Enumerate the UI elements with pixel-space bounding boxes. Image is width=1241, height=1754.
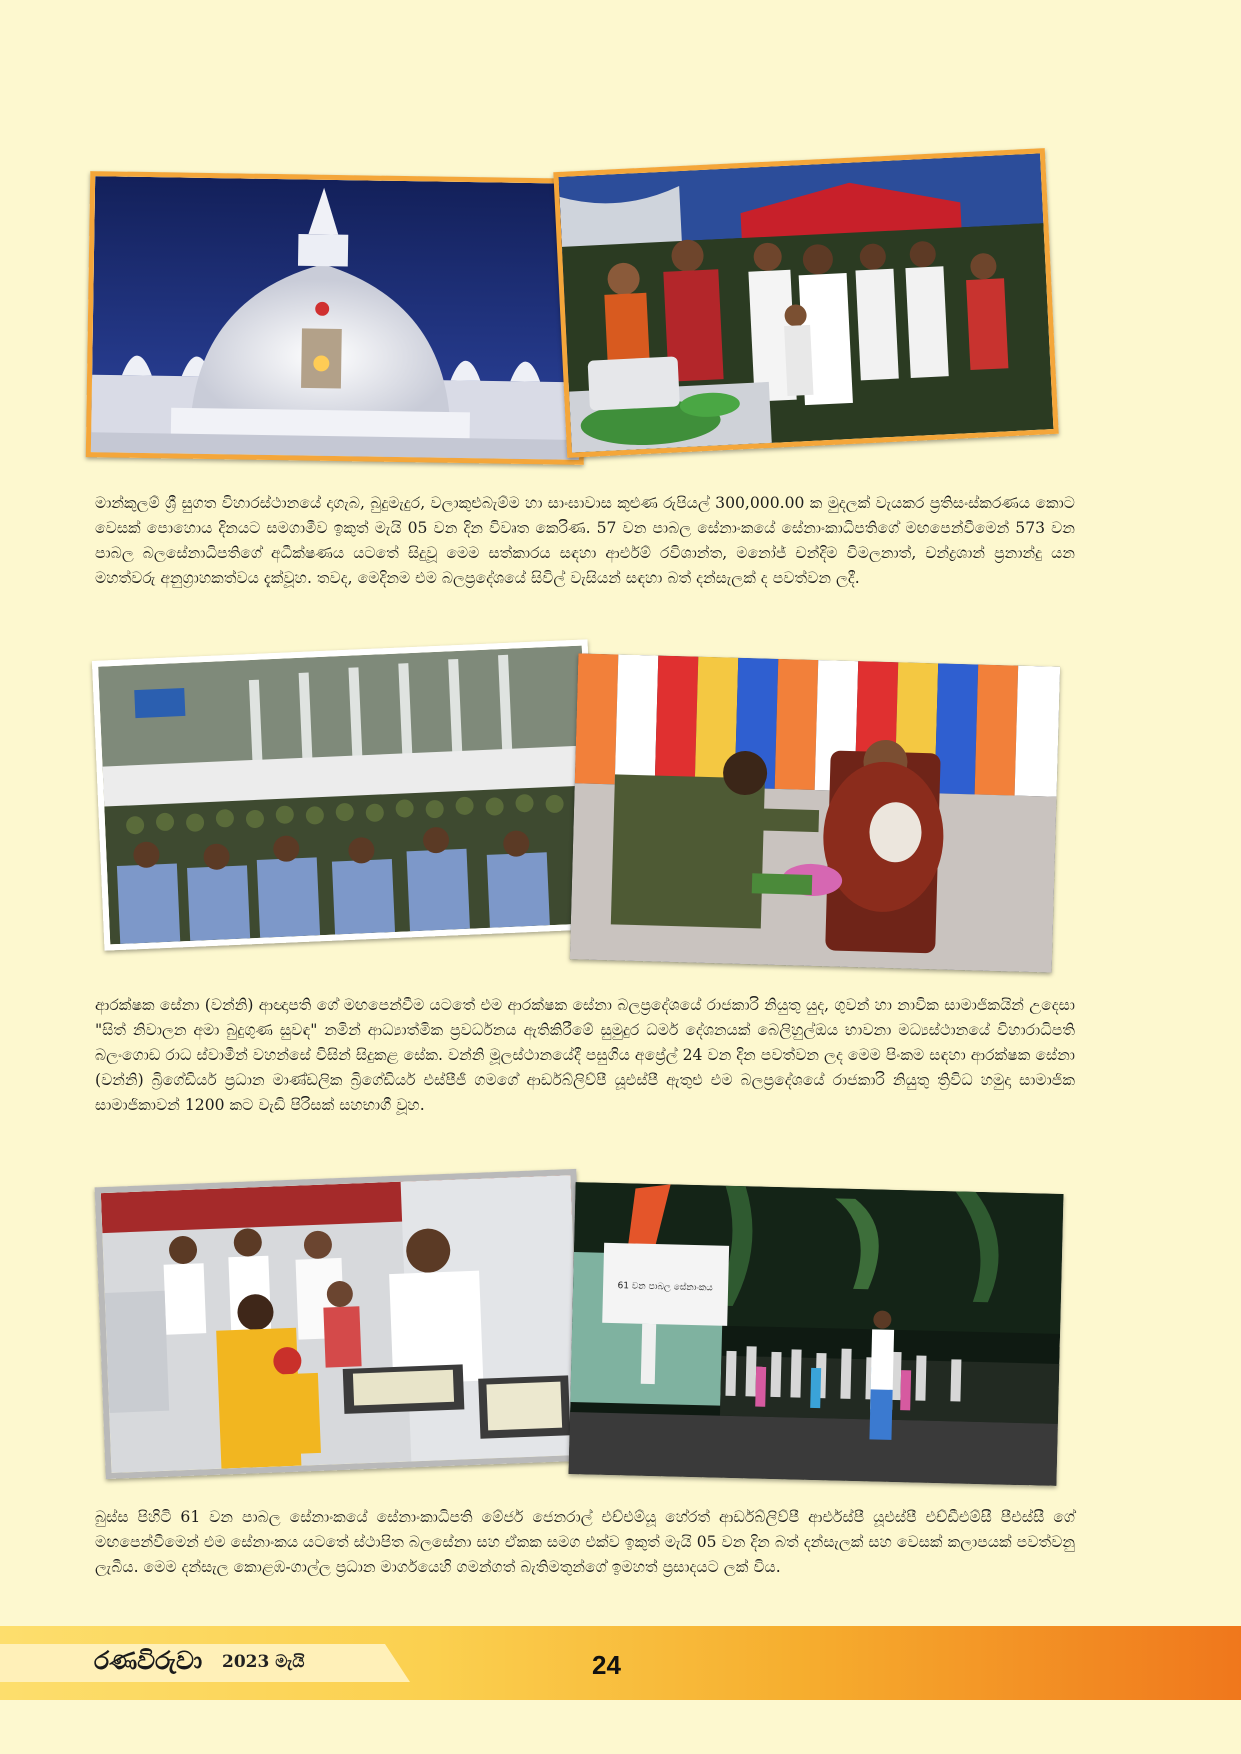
stupa-night-photo [86, 171, 588, 465]
magazine-logo: රණවිරුවා [94, 1646, 203, 1675]
gate-sign-text: 61 වන පාබල සේනාංකය [617, 1281, 713, 1294]
dana-serving-icon [559, 153, 1054, 452]
paragraph-wanni-dharma-sermon: ආරක්ෂක සේනා (වන්නි) ආඥාපති ගේ මඟපෙන්වීම යටතේ එම ආරක්ෂක සේනා බලප්‍රදේශයේ රාජකාරි නියුතු යුද, ගුවන් හා නාවික සාමාජිකයින් උදෙසා "සිත් නිවාලන අමා බුදුගුණ සුවඳ" නමින් ආධ්‍යාත්මික ප්‍රවර්ධනය ඇතිකිරීමේ සුමුදුර ධර්ම දේශනයක් බෙලිහුල්ඔය භාවනා මධ්‍යස්ථානයේ විහාරාධිපති බලංගොඩ රාධ ස්වාමීන් වහන්සේ විසින් සිදුකළ සේක. වන්නි මූලස්ථානයේදී පසුගිය අප්‍රේල් 24 වන දින පවත්වන ලද මෙම පිංකම සඳහා ආරක්ෂක සේනා (වන්නි) බ්‍රිගේඩියර් ප්‍රධාන මාණ්ඩලික බ්‍රිගේඩියර් එස්පීජී ගමගේ ආර්ඩබ්ලිව්පී යූඑස්පී ඇතුළු එම බලප්‍රදේශයේ රාජකාරි නියුතු ත්‍රිවිධ හමුදා සාමාජික සාමාජිකාවන් 1200 කට වැඩි පිරිසක් සහභාගී වූහ. [95, 996, 1075, 1114]
food-serving-photo [95, 1169, 588, 1479]
crowd-at-gate-icon [569, 1182, 1064, 1486]
paragraph-buss-dansala: බුස්ස පිහිටි 61 වන පාබල සේනාංකයේ සේනාංකාධිපති මේජර් ජෙනරාල් එච්එම්යූ හේරත් ආර්ඩබ්ලිව්පී ආර්එස්පී යූඑස්පී එච්ඩීඑම්සී පීඑස්සී ගේ මඟපෙන්වීමෙන් එම සේනාංකය යටතේ ස්ථාපිත බලසේනා සහ ඒකක සමග එක්ව ඉකුත් මැයි 05 වන දින බත් දන්සැලක් සහ වෙසක් කලාපයක් පවත්වනු ලැබීය. මෙම දන්සැල කොළඹ-ගාල්ල ප්‍රධාන මාර්ගයෙහි ගමන්ගත් බැතිමතුන්ගේ ඉමහත් ප්‍රසාදයට ලක් විය. [95, 1508, 1075, 1576]
dansala-serving-icon [101, 1175, 581, 1473]
paragraph-mankulam-vihara: මාන්කුලම් ශ්‍රී සුගත විහාරස්ථානයේ දාගැබ, බුදුමැදුර, වලාකුළුබැම්ම හා සාංඝාවාස කුළුණ රුපියල් 300,000.00 ක මුදලක් වැයකර ප්‍රතිසංස්කරණය කොට වෙසක් පොහොය දිනයට සමගාමීව ඉකුත් මැයි 05 වන දින විවෘත කෙරිණ. 57 වන පාබල සේනාංකයේ සේනාංකාධිපතිගේ මඟපෙන්වීමෙන් 573 වන පාබල බලසේනාධිපතිගේ අධීක්ෂණය යටතේ සිදුවූ මෙම සත්කාරය සඳහා ආර්එම් රවිශාන්ත, මනෝජ් චන්දිම විමලනාත්, චන්ද්‍රශාන් ප්‍රනාන්දු යන මහත්වරු අනුග්‍රාහකත්වය දැක්වූහ. තවද, මෙදිනම එම බලප්‍රදේශයේ සිවිල් වැසියන් සඳහා බත් දන්සැලක් ද පවත්වන ලදී. [95, 494, 1075, 587]
almsgiving-photo [553, 148, 1058, 458]
footer-tab [0, 1644, 410, 1682]
night-gathering-photo [569, 1182, 1064, 1486]
offering-to-monk-icon [570, 653, 1060, 972]
illuminated-stupa-icon [91, 176, 583, 460]
assembly-hall-photo [92, 639, 600, 950]
seated-soldiers-icon [98, 646, 594, 945]
monk-offering-photo [570, 653, 1060, 972]
issue-date: 2023 මැයි [222, 1652, 305, 1672]
page-number: 24 [592, 1650, 621, 1680]
